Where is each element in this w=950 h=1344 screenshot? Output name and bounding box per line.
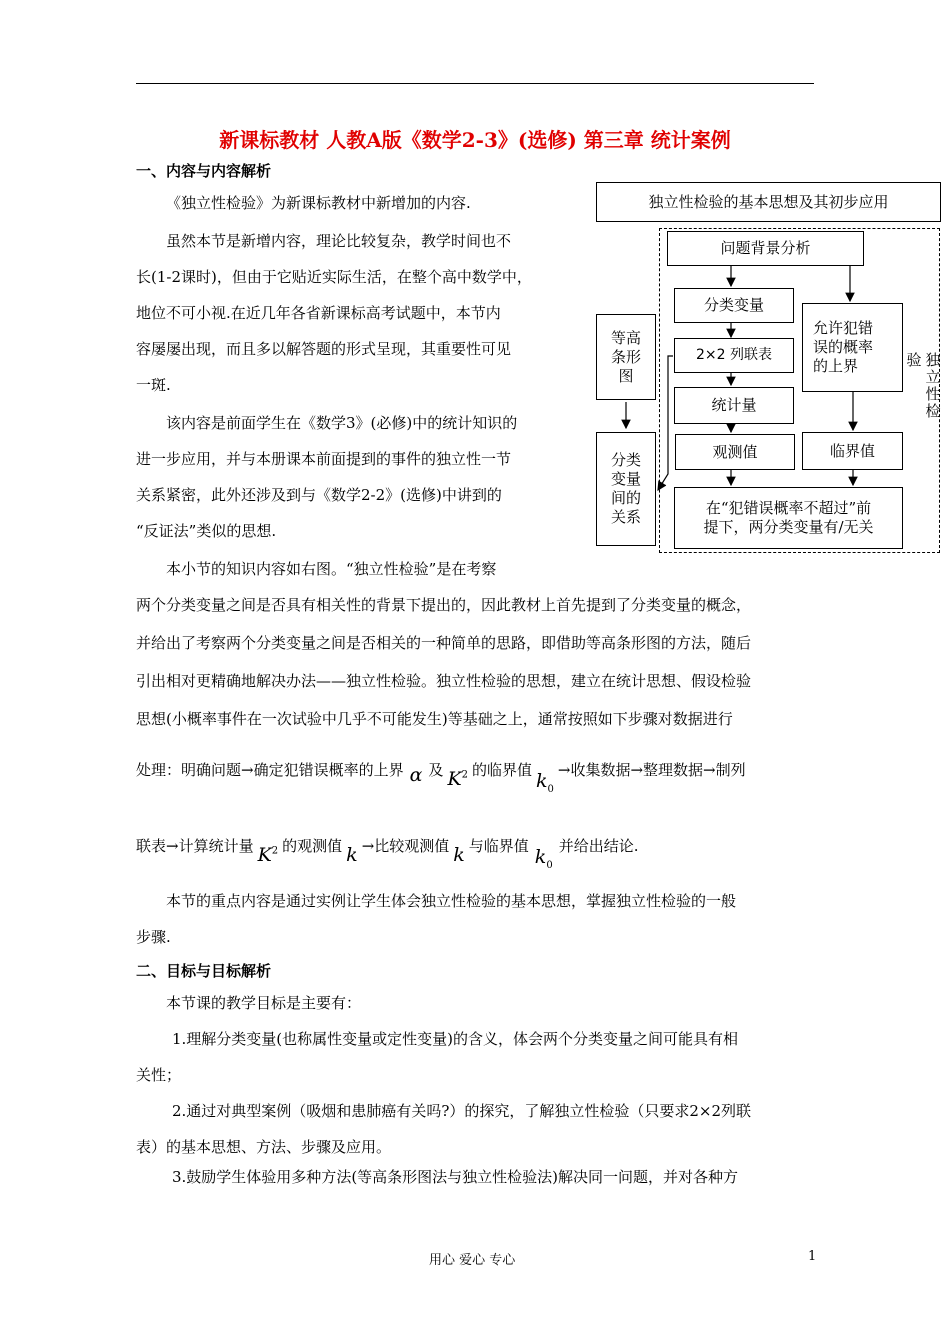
k-square-symbol-2: $K^2$: [257, 844, 279, 866]
s1-p2-l4: 容屡屡出现，而且多以解答题的形式呈现，其重要性可见: [136, 340, 512, 358]
s1-p3-l4: “反证法”类似的思想.: [136, 522, 277, 540]
page-number: 1: [808, 1249, 817, 1264]
box-contingency-table: 2×2 列联表: [674, 338, 794, 373]
p6-seg2: 的观测值: [282, 837, 343, 855]
s1-p4-l2: 两个分类变量之间是否具有相关性的背景下提出的，因此教材上首先提到了分类变量的概念，: [136, 596, 752, 614]
box-bar-chart: 等 高 条 形 图: [596, 314, 656, 400]
page-title: 新课标教材 人教A版《数学2-3》(选修) 第三章 统计案例: [219, 128, 731, 152]
s1-p3-l2: 进一步应用，并与本册课本前面提到的事件的独立性一节: [136, 450, 512, 468]
box-categorical-variable: 分类变量: [674, 288, 794, 323]
s1-p4-l4: 引出相对更精确地解决办法——独立性检验。独立性检验的思想，建立在统计思想、假设检验: [136, 672, 752, 690]
s1-p1: 《独立性检验》为新课标教材中新增加的内容.: [166, 194, 471, 212]
box-error-upper-bound: 允许犯错 误的概率 的上界: [802, 303, 903, 392]
section2-heading: 二、目标与目标解析: [136, 962, 272, 980]
s1-p4-l5: 思想(小概率事件在一次试验中几乎不可能发生)等基础之上，通常按照如下步骤对数据进行: [136, 710, 733, 728]
s1-p2-l2: 长(1-2课时)，但由于它贴近实际生活，在整个高中数学中，: [136, 268, 532, 286]
p5-seg2: 及: [428, 761, 444, 779]
box-statistic: 统计量: [674, 387, 794, 424]
p6-seg1: 联表→计算统计量: [136, 837, 254, 855]
p6-seg4: 与临界值: [468, 837, 529, 855]
s1-p2-l5: 一斑.: [136, 376, 171, 394]
s2-goal1-l2: 关性；: [136, 1066, 182, 1084]
box-conclusion: 在“犯错误概率不超过”前 提下，两分类变量有/无关: [674, 487, 903, 549]
s1-p2-l1: 虽然本节是新增内容，理论比较复杂，教学时间也不: [166, 232, 512, 250]
side-label-vertical: 独 立 性 检: [925, 351, 941, 420]
s2-goal2-l1: 2.通过对典型案例（吸烟和患肺癌有关吗?）的探究，了解独立性检验（只要求2×2列联: [172, 1102, 752, 1120]
k-symbol-2: k: [453, 844, 465, 866]
alpha-symbol: α: [409, 764, 423, 786]
s2-goal1-l1: 1.理解分类变量(也称属性变量或定性变量)的含义，体会两个分类变量之间可能具有相: [172, 1030, 739, 1048]
box-background-analysis: 问题背景分析: [667, 231, 864, 266]
s1-p2-l3: 地位不可小视.在近几年各省新课标高考试题中，本节内: [136, 304, 501, 322]
p5-seg3: 的临界值: [472, 761, 533, 779]
s1-p4-l1: 本小节的知识内容如右图。“独立性检验”是在考察: [166, 560, 497, 578]
footer-center: 用心 爱心 专心: [429, 1253, 516, 1268]
k-symbol-1: k: [346, 844, 358, 866]
box-observed-value: 观测值: [675, 434, 795, 470]
box-variable-relation: 分类 变量 间的 关系: [596, 432, 656, 546]
p5-seg1: 处理：明确问题→确定犯错误概率的上界: [136, 761, 404, 779]
box-critical-value: 临界值: [802, 432, 903, 470]
p6-seg3: →比较观测值: [361, 837, 450, 855]
section1-heading: 一、内容与内容解析: [136, 162, 272, 180]
s1-p3-l1: 该内容是前面学生在《数学3》(必修)中的统计知识的: [166, 414, 518, 432]
k0-symbol: $k_0$: [536, 770, 554, 795]
s2-goal2-l2: 表）的基本思想、方法、步骤及应用。: [136, 1138, 392, 1156]
p6-seg5: 并给出结论.: [558, 837, 639, 855]
s1-p4-l3: 并给出了考察两个分类变量之间是否相关的一种简单的思路，即借助等高条形图的方法，随后: [136, 634, 752, 652]
s1-p3-l3: 关系紧密，此外还涉及到与《数学2-2》(选修)中讲到的: [136, 486, 502, 504]
side-label-yan: 验: [906, 351, 922, 369]
p5-seg4: →收集数据→整理数据→制列: [557, 761, 746, 779]
s1-p7-l1: 本节的重点内容是通过实例让学生体会独立性检验的基本思想，掌握独立性检验的一般: [166, 892, 737, 910]
s1-p7-l2: 步骤.: [136, 928, 171, 946]
s2-goal3: 3.鼓励学生体验用多种方法(等高条形图法与独立性检验法)解决同一问题，并对各种方: [172, 1168, 739, 1186]
k0-symbol-2: $k_0$: [534, 846, 553, 871]
k-square-symbol: $K^2$: [447, 768, 469, 790]
s2-intro: 本节课的教学目标是主要有：: [166, 994, 362, 1012]
diagram-top-box: 独立性检验的基本思想及其初步应用: [596, 182, 941, 222]
